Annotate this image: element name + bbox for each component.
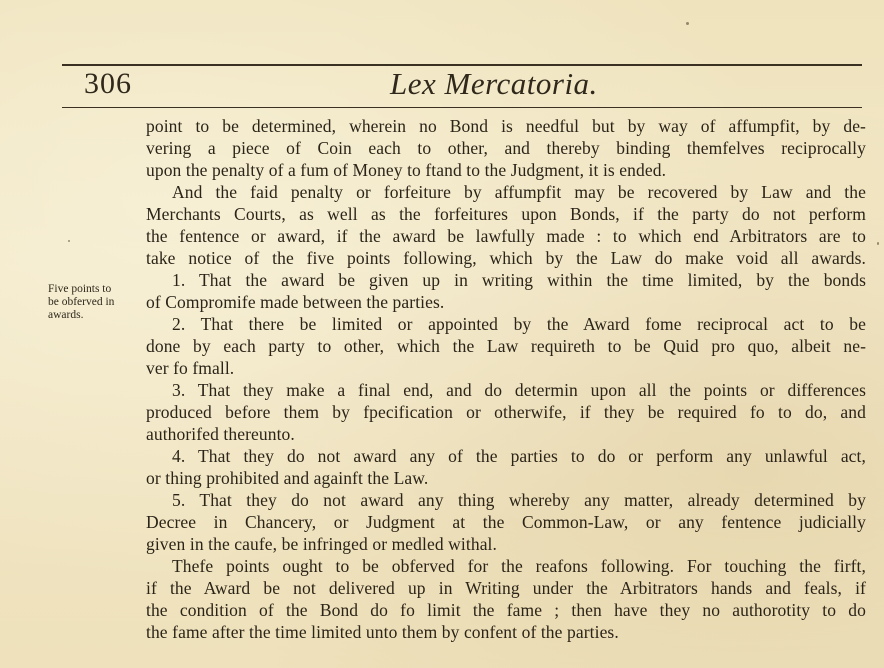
text-line: given in the caufe, be infringed or medled withal. <box>146 534 497 554</box>
margin-note-line: be obferved in <box>48 296 115 308</box>
text-line: upon the penalty of a fum of Money to ftand to the Judgment, it is ended. <box>146 160 667 180</box>
paper-speck <box>68 240 70 242</box>
text-line: Merchants Courts, as well as the forfeitures upon Bonds, if the party do not perform <box>146 204 866 224</box>
text-line: produced before them by fpecification or otherwife, if they be required fo to do, and <box>146 402 866 422</box>
header-bottom-rule <box>62 107 862 108</box>
text-line: Thefe points ought to be obferved for the reafons following. For touching the firft, <box>172 556 866 576</box>
text-line: 2. That there be limited or appointed by the Award fome reciprocal act to be <box>172 314 866 334</box>
text-line: 3. That they make a final end, and do determin upon all the points or differences <box>172 380 866 400</box>
paper-speck <box>686 22 689 25</box>
text-line: 1. That the award be given up in writing within the time limited, by the bonds <box>172 270 866 290</box>
text-line: of Compromife made between the parties. <box>146 292 445 312</box>
text-line: ver fo fmall. <box>146 358 235 378</box>
margin-note-line: awards. <box>48 309 84 321</box>
text-line: Decree in Chancery, or Judgment at the Common-Law, or any fentence judicially <box>146 512 866 532</box>
text-line: the fentence or award, if the award be lawfully made : to which end Arbitrators are to <box>146 226 866 246</box>
text-line: vering a piece of Coin each to other, and thereby binding themfelves reciprocally <box>146 138 866 158</box>
text-line: take notice of the five points following, which by the Law do make void all awards. <box>146 248 866 268</box>
margin-note <box>48 283 144 322</box>
margin-note-line: Five points to <box>48 283 112 295</box>
body-text <box>146 115 866 643</box>
text-line: 4. That they do not award any of the parties to do or perform any unlawful act, <box>172 446 866 466</box>
text-line: if the Award be not delivered up in Writing under the Arbitrators hands and feals, if <box>146 578 866 598</box>
text-line: or thing prohibited and againft the Law. <box>146 468 429 488</box>
text-line: the fame after the time limited unto them by confent of the parties. <box>146 622 619 642</box>
text-line: the condition of the Bond do fo limit the fame ; then have they no authorotity to do <box>146 600 866 620</box>
text-line: done by each party to other, which the Law requireth to be Quid pro quo, albeit ne- <box>146 336 866 356</box>
text-line: point to be determined, wherein no Bond is needful but by way of affumpfit, by de- <box>146 116 866 136</box>
text-line: And the faid penalty or forfeiture by affumpfit may be recovered by Law and the <box>172 182 866 202</box>
paper-speck <box>877 242 879 245</box>
page-number: 306 <box>84 67 132 100</box>
running-title: Lex Mercatoria. <box>390 66 598 101</box>
text-line: 5. That they do not award any thing whereby any matter, already determined by <box>172 490 866 510</box>
text-line: authorifed thereunto. <box>146 424 295 444</box>
